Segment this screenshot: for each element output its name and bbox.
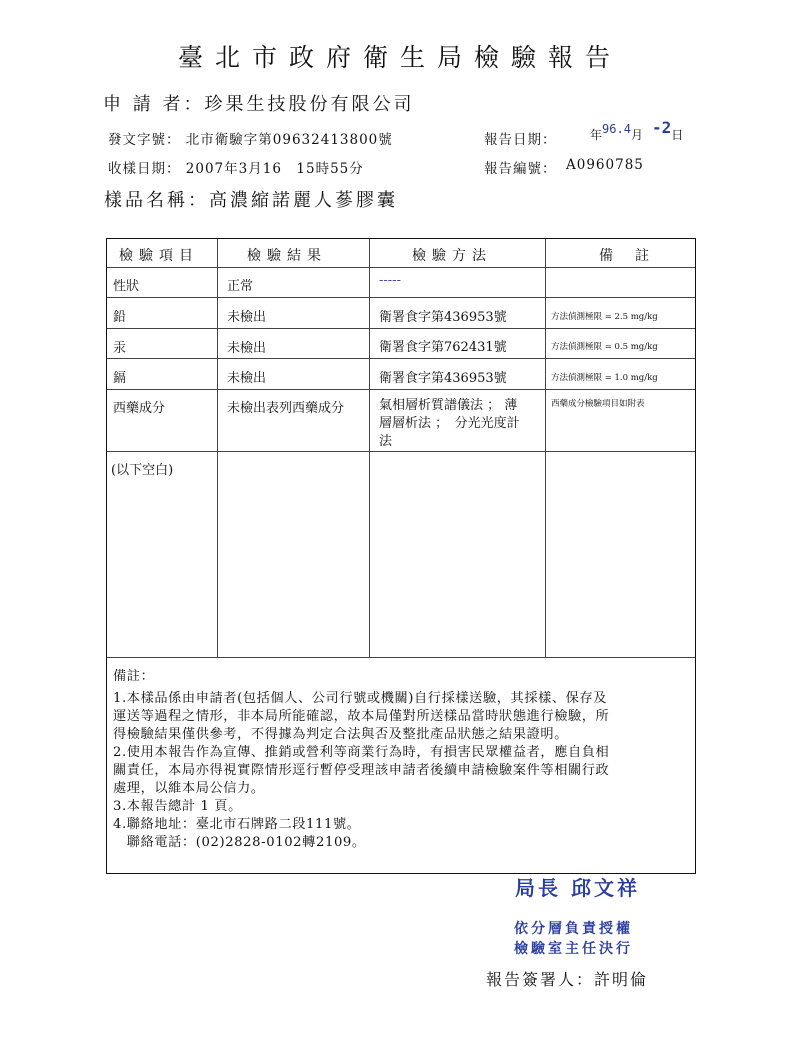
report-signer: 報告簽署人：許明倫 — [486, 970, 649, 989]
remarks-line: 處理，以維本局公信力。 — [113, 781, 265, 796]
remarks-line: 2.使用本報告作為宣傳、推銷或營利等商業行為時，有損害民眾權益者，應自負相 — [113, 745, 610, 760]
remarks-line: 運送等過程之情形，非本局所能確認，故本局僅對所送樣品當時狀態進行檢驗，所 — [113, 709, 610, 724]
header-result: 檢驗結果 — [247, 248, 327, 264]
row-method: 衛署食字第436953號 — [379, 310, 507, 325]
table-divider — [107, 328, 695, 329]
row-result: 未檢出表列西藥成分 — [227, 401, 345, 416]
remarks-line: 聯絡電話：(02)2828-0102轉2109。 — [113, 835, 366, 850]
document-number: 發文字號： 北市衛驗字第09632413800號 — [108, 132, 393, 148]
results-table — [106, 238, 696, 874]
report-date-month: 4 — [623, 122, 631, 136]
table-divider — [217, 239, 218, 657]
header-note: 備註 — [599, 248, 671, 264]
row-result: 未檢出 — [227, 371, 267, 386]
report-date-day: -2 — [651, 118, 672, 137]
remarks-line: 關責任，本局亦得視實際情形逕行暫停受理該申請者後續申請檢驗案件等相關行政 — [113, 763, 610, 778]
table-divider — [107, 297, 695, 298]
table-divider — [545, 239, 546, 657]
report-number-label: 報告編號： — [484, 161, 557, 177]
table-divider — [107, 267, 695, 268]
table-divider — [107, 389, 695, 390]
row-method-line: 層層析法 ； 分光光度計 — [379, 416, 520, 431]
remarks-line: 1.本樣品係由申請者(包括個人、公司行號或機關)自行採樣送驗，其採樣、保存及 — [113, 691, 608, 706]
row-result: 未檢出 — [227, 310, 267, 325]
delegation-stamp-line: 依分層負責授權 — [514, 921, 633, 937]
report-date-day-label: 日 — [671, 128, 684, 142]
remarks-line: 得檢驗結果僅供參考，不得據為判定合法與否及整批產品狀態之結果證明。 — [113, 727, 568, 742]
blank-marker: (以下空白) — [111, 463, 174, 478]
director-seal: 局長 邱文祥 — [515, 876, 640, 900]
row-result: 未檢出 — [227, 341, 267, 356]
table-divider — [107, 657, 695, 658]
remarks-heading: 備註： — [113, 669, 155, 684]
row-method-line: 法 — [379, 434, 393, 449]
sample-name: 樣品名稱：高濃縮諾麗人蔘膠囊 — [104, 190, 398, 211]
report-title: 臺北市政府衛生局檢驗報告 — [177, 43, 622, 72]
row-item: 鉛 — [113, 310, 127, 325]
row-note: 方法偵測極限 = 1.0 mg/kg — [551, 373, 658, 383]
remarks-line: 4.聯絡地址：臺北市石牌路二段111號。 — [113, 817, 361, 832]
report-date-month-label: 月 — [630, 128, 643, 142]
row-item: 西藥成分 — [113, 401, 166, 416]
row-item: 性狀 — [113, 279, 140, 294]
report-date-year-label: 年 — [590, 128, 603, 142]
received-date: 收樣日期： 2007年3月16 15時55分 — [108, 161, 364, 177]
remarks-line: 3.本報告總計 1 頁。 — [113, 799, 242, 814]
row-item: 鎘 — [113, 371, 127, 386]
report-date-year: 96. — [602, 122, 624, 136]
report-date-label: 報告日期： — [484, 132, 557, 148]
row-note: 西藥成分檢驗項目如附表 — [551, 399, 645, 409]
row-result: 正常 — [227, 279, 254, 294]
header-item: 檢驗項目 — [119, 248, 199, 264]
report-date-stamp — [590, 118, 683, 143]
delegation-stamp-line: 檢驗室主任決行 — [514, 941, 633, 957]
row-note: 方法偵測極限 = 2.5 mg/kg — [551, 312, 658, 322]
row-method: ----- — [379, 273, 401, 288]
row-item: 汞 — [113, 341, 127, 356]
table-divider — [107, 358, 695, 359]
applicant: 申 請 者：珍果生技股份有限公司 — [103, 94, 415, 115]
row-note: 方法偵測極限 = 0.5 mg/kg — [551, 342, 658, 352]
table-divider — [369, 239, 370, 657]
row-method: 衛署食字第436953號 — [379, 371, 507, 386]
row-method-line: 氣相層析質譜儀法 ； 薄 — [379, 398, 518, 413]
row-method: 衛署食字第762431號 — [379, 340, 507, 355]
header-method: 檢驗方法 — [412, 248, 492, 264]
table-divider — [107, 451, 695, 452]
report-number: A0960785 — [566, 157, 644, 173]
